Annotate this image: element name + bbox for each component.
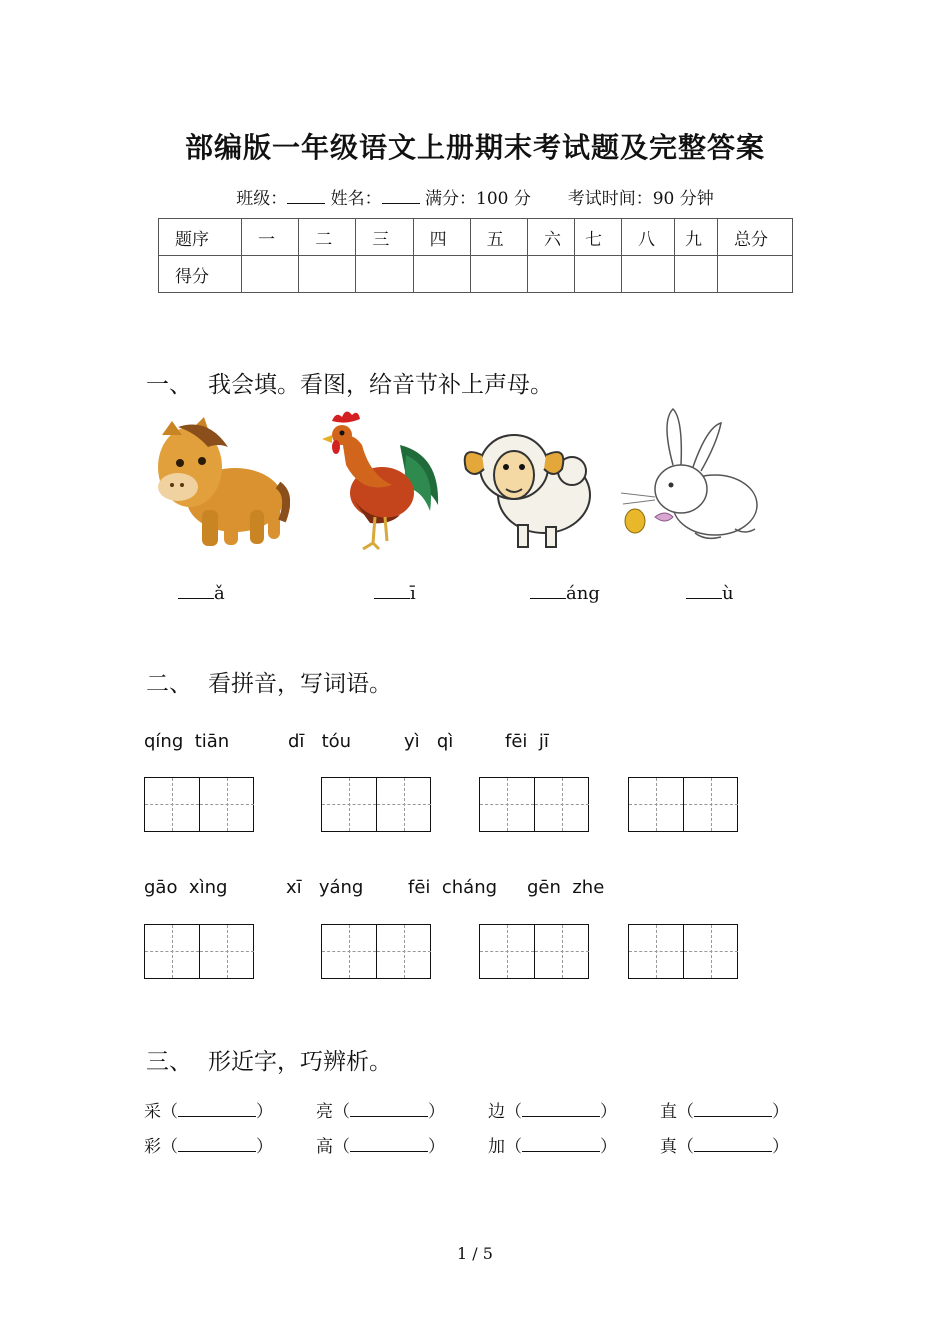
section1-heading xyxy=(146,366,553,399)
grid-cell[interactable] xyxy=(322,925,377,978)
char-item xyxy=(660,1097,789,1122)
section2-number: 二、 xyxy=(146,671,192,697)
answer-3 xyxy=(530,580,600,604)
final-1: ǎ xyxy=(214,583,225,604)
open-paren: （ xyxy=(161,1137,178,1157)
section3-title: 形近字，巧辨析。 xyxy=(208,1049,392,1075)
open-paren: （ xyxy=(677,1102,694,1122)
answer-2 xyxy=(374,580,416,604)
answer-1 xyxy=(178,580,225,604)
score-cell[interactable] xyxy=(675,256,718,293)
answer-blank[interactable] xyxy=(694,1102,772,1117)
writing-grid[interactable] xyxy=(144,777,254,832)
grid-cell[interactable] xyxy=(145,778,200,831)
header-cell: 八 xyxy=(622,219,675,256)
char: 亮 xyxy=(316,1102,333,1122)
exam-info xyxy=(0,184,950,209)
grid-cell[interactable] xyxy=(684,778,738,831)
char-item xyxy=(488,1132,617,1157)
grid-cell[interactable] xyxy=(535,778,589,831)
open-paren: （ xyxy=(505,1137,522,1157)
score-table-score-row xyxy=(159,256,793,293)
close-paren: ） xyxy=(772,1137,789,1157)
char: 直 xyxy=(660,1102,677,1122)
grid-cell[interactable] xyxy=(480,778,535,831)
close-paren: ） xyxy=(428,1102,445,1122)
char: 加 xyxy=(488,1137,505,1157)
initial-blank[interactable] xyxy=(686,580,722,599)
grid-cell[interactable] xyxy=(377,925,431,978)
close-paren: ） xyxy=(256,1102,273,1122)
answer-blank[interactable] xyxy=(350,1137,428,1152)
answer-blank[interactable] xyxy=(522,1102,600,1117)
grid-cell[interactable] xyxy=(629,778,684,831)
writing-grid[interactable] xyxy=(479,777,589,832)
section2-title: 看拼音，写词语。 xyxy=(208,671,392,697)
writing-grid[interactable] xyxy=(144,924,254,979)
score-cell[interactable] xyxy=(718,256,793,293)
answer-blank[interactable] xyxy=(178,1102,256,1117)
final-3: áng xyxy=(566,583,600,604)
rooster-image xyxy=(320,405,445,555)
grid-cell[interactable] xyxy=(200,778,254,831)
score-cell[interactable] xyxy=(299,256,356,293)
header-cell: 九 xyxy=(675,219,718,256)
writing-grid[interactable] xyxy=(628,924,738,979)
grid-cell[interactable] xyxy=(684,925,738,978)
exam-time: 考试时间：90 分钟 xyxy=(567,189,714,209)
answer-blank[interactable] xyxy=(522,1137,600,1152)
initial-blank[interactable] xyxy=(530,580,566,599)
open-paren: （ xyxy=(333,1137,350,1157)
pinyin-label: gāo xìng xyxy=(144,877,228,898)
grid-cell[interactable] xyxy=(200,925,254,978)
horse-image xyxy=(150,405,290,555)
score-cell[interactable] xyxy=(413,256,470,293)
char-item xyxy=(488,1097,617,1122)
score-cell[interactable] xyxy=(622,256,675,293)
score-table xyxy=(158,218,793,293)
row-label: 得分 xyxy=(159,256,242,293)
grid-cell[interactable] xyxy=(480,925,535,978)
score-cell[interactable] xyxy=(242,256,299,293)
grid-cell[interactable] xyxy=(145,925,200,978)
name-label: 姓名： xyxy=(330,189,382,209)
pinyin-label: dī tóu xyxy=(288,731,352,752)
final-4: ù xyxy=(722,583,734,604)
char: 高 xyxy=(316,1137,333,1157)
close-paren: ） xyxy=(600,1137,617,1157)
header-cell: 一 xyxy=(242,219,299,256)
answer-blank[interactable] xyxy=(178,1137,256,1152)
writing-grid[interactable] xyxy=(321,777,431,832)
pinyin-label: xī yáng xyxy=(286,877,364,898)
initial-blank[interactable] xyxy=(178,580,214,599)
char-item xyxy=(316,1097,445,1122)
close-paren: ） xyxy=(600,1102,617,1122)
class-blank[interactable] xyxy=(287,187,325,204)
header-cell: 三 xyxy=(356,219,413,256)
header-cell: 七 xyxy=(575,219,622,256)
open-paren: （ xyxy=(677,1137,694,1157)
answer-4 xyxy=(686,580,734,604)
answer-blank[interactable] xyxy=(694,1137,772,1152)
pinyin-label: qíng tiān xyxy=(144,731,230,752)
close-paren: ） xyxy=(428,1137,445,1157)
page-number: 1 / 5 xyxy=(457,1244,493,1263)
char-item xyxy=(660,1132,789,1157)
pinyin-label: yì qì xyxy=(404,731,454,752)
grid-cell[interactable] xyxy=(629,925,684,978)
header-cell: 四 xyxy=(413,219,470,256)
grid-cell[interactable] xyxy=(322,778,377,831)
score-cell[interactable] xyxy=(356,256,413,293)
section1-title: 我会填。看图，给音节补上声母。 xyxy=(208,372,553,398)
header-cell: 五 xyxy=(470,219,527,256)
open-paren: （ xyxy=(333,1102,350,1122)
writing-grid[interactable] xyxy=(628,777,738,832)
rabbit-image xyxy=(615,405,765,555)
char-item xyxy=(144,1097,273,1122)
score-cell[interactable] xyxy=(528,256,575,293)
header-cell: 六 xyxy=(528,219,575,256)
answer-blank[interactable] xyxy=(350,1102,428,1117)
grid-cell[interactable] xyxy=(377,778,431,831)
header-cell: 二 xyxy=(299,219,356,256)
writing-grid[interactable] xyxy=(321,924,431,979)
page-title: 部编版一年级语文上册期末考试题及完整答案 xyxy=(184,131,765,164)
pinyin-label: gēn zhe xyxy=(527,877,605,898)
pinyin-label: fēi cháng xyxy=(408,877,498,898)
close-paren: ） xyxy=(772,1102,789,1122)
section2-heading xyxy=(146,665,392,698)
char: 彩 xyxy=(144,1137,161,1157)
section3-heading xyxy=(146,1043,392,1076)
pinyin-label: fēi jī xyxy=(505,731,549,752)
char: 真 xyxy=(660,1137,677,1157)
header-cell: 总分 xyxy=(718,219,793,256)
initial-blank[interactable] xyxy=(374,580,410,599)
sheep-image xyxy=(462,405,597,555)
final-2: ī xyxy=(410,583,416,604)
header-cell: 题序 xyxy=(159,219,242,256)
score-table-header-row xyxy=(159,219,793,256)
writing-grid[interactable] xyxy=(479,924,589,979)
open-paren: （ xyxy=(505,1102,522,1122)
close-paren: ） xyxy=(256,1137,273,1157)
char: 边 xyxy=(488,1102,505,1122)
char-item xyxy=(144,1132,273,1157)
grid-cell[interactable] xyxy=(535,925,589,978)
char-item xyxy=(316,1132,445,1157)
full-score: 满分：100 分 xyxy=(425,189,531,209)
score-cell[interactable] xyxy=(470,256,527,293)
section3-number: 三、 xyxy=(146,1049,192,1075)
score-cell[interactable] xyxy=(575,256,622,293)
class-label: 班级： xyxy=(236,189,288,209)
char: 采 xyxy=(144,1102,161,1122)
section1-number: 一、 xyxy=(146,372,192,398)
open-paren: （ xyxy=(161,1102,178,1122)
name-blank[interactable] xyxy=(382,187,420,204)
